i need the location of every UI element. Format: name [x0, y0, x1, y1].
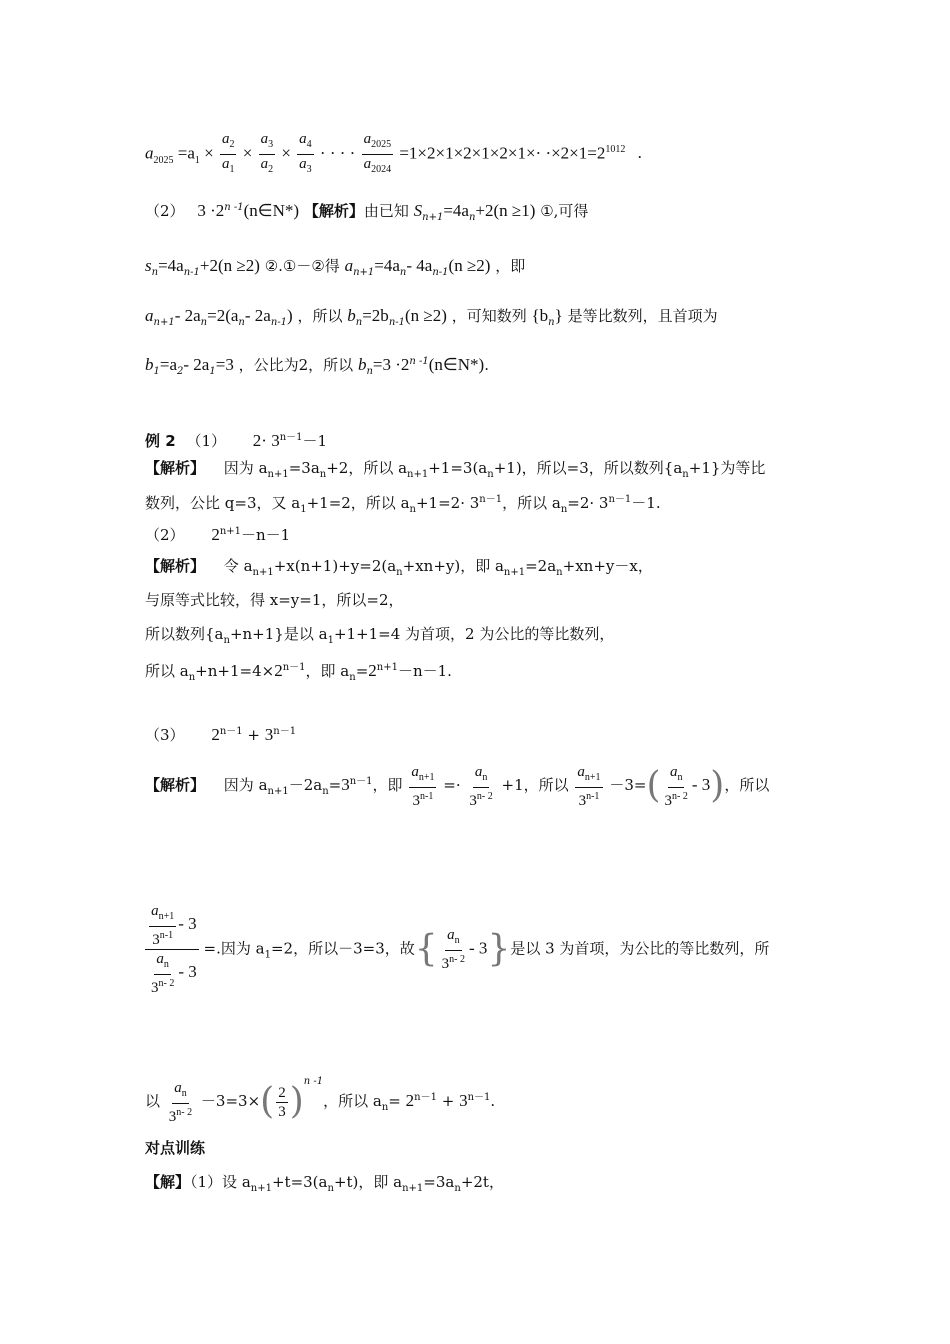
numerator: a [577, 763, 585, 780]
text: +n+1=4× [195, 662, 275, 680]
part-label: （2） [145, 202, 185, 220]
period: . [490, 1092, 496, 1110]
subscript: n [454, 1183, 461, 1194]
subscript: n [454, 935, 460, 946]
term: =4a [443, 201, 469, 220]
numerator: a [474, 763, 483, 780]
numerator: a [221, 131, 230, 147]
subscript: 2025 [153, 154, 174, 166]
text: +1=2，所以 a [306, 494, 410, 512]
section-title: 对点训练 [145, 1139, 206, 1157]
text: 数列，公比 q=3，又 a [145, 494, 301, 512]
term: +2(n ≥1) [475, 201, 536, 220]
part-label: （3） [145, 726, 185, 744]
superscript: n－1 [479, 494, 503, 505]
subscript: n [163, 959, 169, 970]
text: = [328, 776, 342, 794]
text: +2t， [460, 1173, 504, 1191]
denominator: a [299, 156, 307, 172]
ellipsis: · · · · [319, 143, 356, 163]
term: ) [287, 306, 293, 325]
numerator: a [411, 763, 419, 780]
text: 是等比数列，且首项为 [567, 307, 718, 325]
superscript: n－1 [282, 662, 306, 673]
left-brace: { [414, 928, 438, 970]
example2-part3-analysis-2 [145, 902, 769, 997]
denominator: 3 [578, 792, 587, 809]
subscript: n+1 [584, 771, 601, 783]
text: 因为 a [223, 776, 268, 794]
denominator: 3 [412, 792, 420, 809]
text: =2，所以－3=3，故 [270, 939, 415, 958]
text: 所以数列{a [145, 625, 224, 643]
term: b [357, 355, 367, 374]
answer: 3 ·2 [197, 201, 225, 220]
denominator: 3 [469, 792, 477, 809]
term: - 2a [244, 306, 271, 325]
plus-sign: + [247, 726, 260, 744]
subscript: 2024 [371, 164, 392, 175]
text: ，即 a [305, 662, 350, 680]
denominator: 3 [278, 1103, 286, 1120]
term: =a [159, 355, 178, 374]
term: - 3 [178, 913, 197, 933]
subscript: 1 [209, 366, 216, 377]
subscript: 1 [229, 164, 235, 175]
text: =· [443, 776, 461, 794]
text: ，所以 [297, 307, 343, 325]
example-title: 例 2 [145, 432, 176, 450]
text: ，可知数列 [451, 307, 527, 325]
subscript: 2 [268, 164, 274, 175]
subscript: n [468, 212, 476, 223]
text: －3= [609, 776, 647, 794]
term: =2(a [207, 306, 239, 325]
subscript: 1 [153, 366, 160, 377]
subscript: n+1 [407, 469, 429, 480]
text: 由已知 [363, 202, 409, 220]
term: =4a [374, 256, 400, 275]
power-base: 2 [405, 1091, 415, 1110]
analysis-label: 【解析】 [303, 202, 364, 220]
subscript: n+1 [422, 212, 444, 223]
superscript: n－1 [273, 726, 297, 737]
subscript: n-1 [183, 267, 200, 278]
text: +1=3(a [428, 459, 488, 477]
superscript: n+1 [376, 662, 398, 673]
fraction [259, 130, 276, 179]
subscript: n+1 [503, 567, 526, 578]
text: +t=3(a [271, 1173, 328, 1191]
left-paren: ( [260, 1081, 275, 1122]
part2-answer-line [145, 198, 588, 228]
example2-part2-answer [145, 522, 290, 545]
superscript: n-1 [586, 790, 600, 802]
term: - 3 [691, 775, 711, 794]
term: (n ≥2) [448, 256, 491, 275]
subscript: n [327, 1183, 334, 1194]
term: - 2a [183, 355, 210, 374]
example2-part2-analysis-2 [145, 590, 404, 610]
times-sign: × [242, 143, 253, 163]
example2-analysis-1 [145, 458, 765, 485]
term: b [145, 355, 154, 374]
example2-part2-analysis-1 [145, 556, 653, 583]
subscript: 2 [229, 139, 235, 150]
fraction [575, 763, 602, 810]
power-base: 3 [459, 1091, 468, 1110]
fraction [467, 763, 494, 810]
text: －3=3× [200, 1092, 261, 1110]
subscript: 4 [306, 139, 312, 150]
superscript: n－1 [279, 432, 303, 443]
analysis-label: 【解析】 [145, 459, 206, 477]
analysis-label: 【解析】 [145, 557, 206, 575]
superscript: n- 2 [176, 1106, 193, 1118]
subscript: 1 [264, 949, 271, 961]
subscript: n [677, 771, 683, 783]
fraction [297, 130, 314, 179]
example2-part3-analysis-3 [145, 1062, 495, 1128]
text: +2，所以 a [326, 459, 408, 477]
text: 因为 a [223, 459, 268, 477]
superscript: n- 2 [672, 790, 688, 802]
subscript: n [399, 267, 407, 278]
fraction [149, 950, 176, 997]
text: +1+1=4 为首项，2 为公比的等比数列， [333, 625, 615, 643]
term: (n ≥2) [405, 306, 447, 325]
subscript: n [188, 672, 196, 683]
text: = [388, 1092, 401, 1110]
subscript: n [349, 672, 356, 683]
term: - 3 [178, 961, 197, 981]
power-base: 2 [274, 661, 283, 680]
term: =a [177, 143, 195, 163]
text: +x(n+1)+y=2(a [273, 557, 397, 575]
subscript: n+1 [153, 317, 175, 328]
subscript: 2025 [371, 139, 392, 150]
denominator: 3 [441, 956, 450, 972]
period: . [484, 356, 489, 374]
numerator: a [447, 927, 455, 943]
left-paren: ( [646, 765, 661, 806]
subscript: n [556, 567, 563, 578]
subscript: n+1 [250, 1183, 272, 1194]
power-base: 3 [264, 725, 274, 744]
denominator: a [363, 156, 372, 172]
solution-label: 【解】 [145, 1173, 191, 1191]
text: －2a [288, 776, 323, 794]
denominator: a [221, 156, 230, 172]
times-sign: × [281, 143, 291, 163]
right-paren: ) [710, 765, 725, 806]
text: 令 a [223, 557, 253, 575]
compound-fraction [145, 902, 199, 997]
subscript: n [487, 469, 494, 480]
superscript: n-1 [419, 790, 434, 802]
fraction [220, 130, 237, 179]
example2-part2-analysis-4 [145, 658, 452, 688]
text: +n+1}是以 a [229, 625, 328, 643]
superscript: n+1 [219, 526, 242, 537]
subscript: n [322, 786, 329, 797]
answer: 2· 3 [252, 431, 280, 450]
text: +1)，所以=3，所以数列{a [493, 459, 683, 477]
denominator: 3 [151, 980, 159, 996]
fraction [362, 130, 394, 179]
example2-part2-analysis-3 [145, 624, 614, 651]
denominator: 3 [168, 1108, 177, 1125]
subscript: n-1 [270, 317, 288, 328]
superscript: n－1 [219, 726, 243, 737]
subscript: n-1 [432, 267, 449, 278]
term: - 3 [469, 938, 488, 958]
superscript: n-1 [159, 930, 174, 941]
practice-heading [145, 1138, 205, 1158]
term: } [554, 306, 563, 325]
fraction [663, 763, 690, 810]
recurrence-line [145, 256, 525, 283]
term: - 2a [174, 306, 201, 325]
text: ，即 [495, 257, 526, 275]
superscript: n－1 [414, 1092, 437, 1103]
text: +t)，即 a [333, 1173, 403, 1191]
plus-sign: + [441, 1092, 455, 1110]
answer-tail: －n－1 [241, 526, 291, 544]
text: ，公比为2，所以 [238, 356, 354, 374]
example2-part3-analysis-1 [145, 762, 769, 812]
first-term-line [145, 352, 489, 382]
subscript: n [548, 317, 555, 328]
term: s [145, 256, 152, 275]
subscript: n [396, 567, 403, 578]
subscript: n [381, 1102, 389, 1113]
text: =2· 3 [567, 494, 609, 512]
term: =4a [158, 256, 184, 275]
fraction [149, 902, 176, 949]
term: {b [531, 306, 549, 325]
example2-analysis-2 [145, 490, 661, 520]
text: ，所以 a [323, 1092, 382, 1110]
subscript: n [355, 317, 363, 328]
superscript: n－1 [349, 776, 373, 787]
practice-line-1 [145, 1172, 504, 1199]
superscript: n- 2 [449, 954, 466, 965]
analysis-label: 【解析】 [145, 776, 206, 794]
numerator: a [151, 903, 159, 919]
text: +xn+y)，即 a [402, 557, 504, 575]
term: =1×2×1×2×1×2×1×· ·×2×1=2 [399, 143, 606, 163]
subscript: 2 [177, 366, 184, 377]
fraction [440, 926, 467, 973]
text: ②.①－②得 [264, 257, 340, 275]
denominator: 3 [664, 792, 673, 809]
superscript: n- 2 [476, 790, 493, 802]
text: = [355, 662, 369, 680]
text: =3a [423, 1173, 455, 1191]
subscript: 3 [306, 164, 312, 175]
term: =3 [215, 355, 234, 374]
answer-tail: －1 [302, 432, 328, 450]
superscript: n- 2 [158, 978, 175, 989]
subscript: 1 [327, 635, 334, 646]
subscript: n+1 [353, 267, 375, 278]
term: a [344, 256, 354, 275]
numerator: a [299, 131, 307, 147]
superscript: n -1 [409, 356, 429, 367]
subscript: n [319, 469, 327, 480]
subscript: n [151, 267, 159, 278]
formula-product-line [145, 130, 642, 179]
subscript: n [560, 504, 568, 515]
numerator: a [156, 951, 164, 967]
times-sign: × [204, 143, 214, 163]
text: +1=2· 3 [415, 494, 480, 512]
superscript: n－1 [608, 494, 632, 505]
subscript: n+1 [402, 1183, 424, 1194]
subscript: n [682, 469, 689, 480]
superscript: 1012 [605, 143, 626, 155]
text: ，即 [372, 776, 403, 794]
term: =2b [362, 306, 389, 325]
numerator: 2 [278, 1084, 286, 1101]
term: a [145, 306, 154, 325]
numerator: a [260, 131, 269, 147]
fraction [276, 1084, 288, 1121]
term: =3 ·2 [372, 355, 410, 374]
power-base: 2 [211, 725, 220, 744]
subscript: n [482, 771, 488, 783]
text: ，所以 [724, 776, 770, 794]
term: a [145, 143, 154, 163]
term: (n∈N*) [428, 355, 485, 374]
period: . [637, 143, 642, 163]
text: ，所以 a [502, 494, 561, 512]
text: =.因为 a [203, 939, 265, 958]
superscript: n－1 [467, 1092, 491, 1103]
power-base: 2 [368, 661, 377, 680]
subscript: n-1 [388, 317, 405, 328]
superscript: n -1 [224, 202, 244, 213]
term: b [347, 306, 356, 325]
subscript: n [181, 1087, 187, 1099]
example2-part3-answer [145, 722, 296, 745]
superscript: n -1 [303, 1076, 324, 1087]
subscript: n [200, 317, 208, 328]
text: 以 [145, 1092, 161, 1110]
subscript: n [409, 504, 416, 515]
subscript: n [238, 317, 245, 328]
term: S [413, 201, 423, 220]
subscript: n+1 [267, 469, 289, 480]
term: +2(n ≥2) [199, 256, 260, 275]
numerator: a [669, 763, 678, 780]
power-base: 3 [341, 775, 350, 794]
subscript: n+1 [267, 786, 289, 797]
subscript: n [223, 635, 230, 646]
denominator: 3 [152, 932, 160, 948]
answer: 2 [211, 525, 220, 544]
right-paren: ) [289, 1081, 304, 1122]
subscript: n [366, 366, 373, 377]
part-label: （1） [186, 432, 226, 450]
text: －1. [631, 494, 661, 512]
subscript: 1 [194, 154, 200, 166]
text: +xn+y－x， [562, 557, 653, 575]
text: =2a [525, 557, 557, 575]
answer-tail: (n∈N*) [243, 201, 300, 220]
subscript: n+1 [252, 567, 274, 578]
text: +1，所以 [501, 776, 569, 794]
fraction [167, 1079, 194, 1126]
numerator: a [174, 1079, 182, 1096]
text: 是以 3 为首项，为公比的等比数列，所 [510, 939, 770, 958]
text: =3a [288, 459, 320, 477]
term: - 4a [406, 256, 433, 275]
subscript: 1 [300, 504, 307, 515]
subscript: n+1 [418, 771, 435, 783]
subscript: 3 [268, 139, 274, 150]
text: ①,可得 [540, 202, 589, 220]
text: +1}为等比 [688, 459, 766, 477]
fraction [409, 763, 436, 810]
subscript: n+1 [158, 911, 175, 922]
part-label: （2） [145, 526, 185, 544]
text: －n－1. [397, 662, 452, 680]
text: （1）设 a [190, 1173, 251, 1191]
text: 所以 a [145, 662, 189, 680]
text: 与原等式比较，得 x=y=1，所以=2， [145, 591, 404, 609]
right-brace: } [487, 928, 511, 970]
example2-heading [145, 428, 327, 451]
denominator: a [260, 156, 269, 172]
numerator: a [363, 131, 372, 147]
geometric-line [145, 306, 718, 333]
